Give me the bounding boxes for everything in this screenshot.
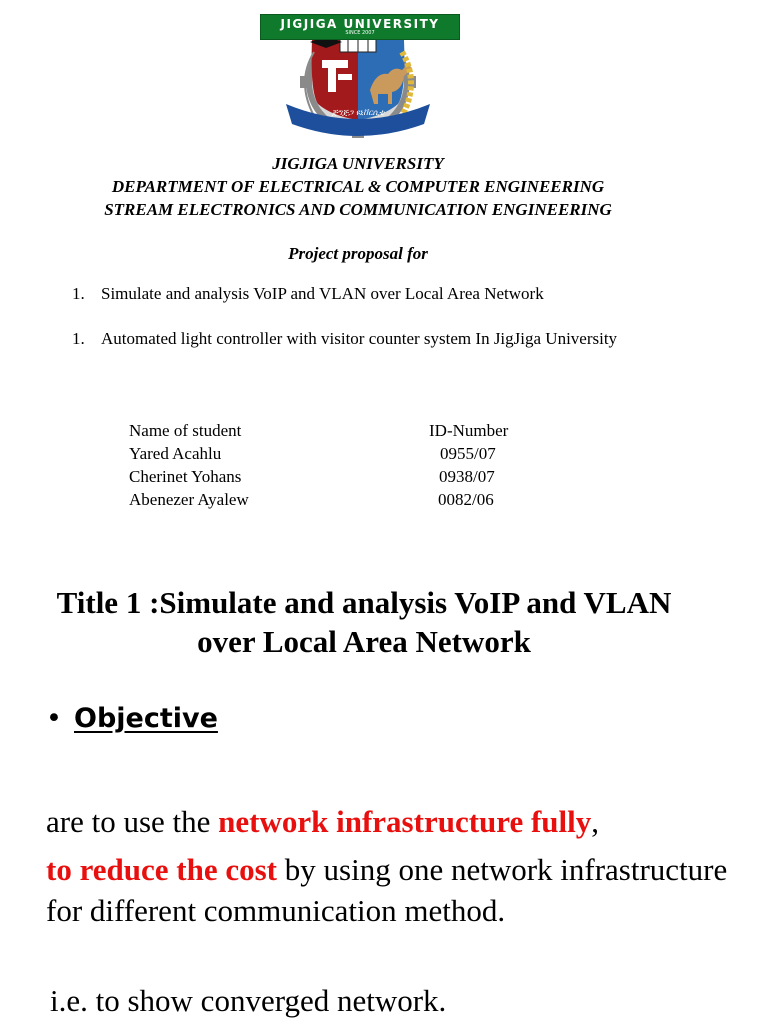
logo-ribbon-text: ጅግጅጋ ዩኒቨርሲቲ — [331, 108, 385, 117]
body-text: , — [591, 804, 600, 839]
student-id: 0938/07 — [439, 467, 495, 486]
logo-banner-subtext: SINCE 2007 — [345, 30, 375, 36]
highlight-text: network infrastructure fully — [218, 804, 592, 839]
project-title: Simulate and analysis VoIP and VLAN over Local Area Network — [101, 284, 544, 303]
student-name: Yared Acahlu — [129, 444, 222, 463]
project-item — [72, 329, 617, 349]
department-heading: DEPARTMENT OF ELECTRICAL & COMPUTER ENGINEERING — [111, 177, 605, 196]
student-id-column — [429, 419, 508, 511]
objective-paragraph — [46, 849, 746, 931]
student-id: 0955/07 — [440, 444, 496, 463]
student-name-column — [129, 419, 249, 511]
stream-heading: STREAM ELECTRONICS AND COMMUNICATION ENGINEERING — [104, 200, 612, 219]
section-title-line: over Local Area Network — [197, 624, 531, 659]
project-item — [72, 284, 544, 304]
section-title-line: Title 1 :Simulate and analysis VoIP and VLAN — [56, 585, 672, 620]
name-column-header: Name of student — [129, 421, 242, 440]
logo-banner-text: JIGJIGA UNIVERSITY — [280, 17, 440, 31]
bullet-icon: • — [46, 703, 62, 734]
objective-heading — [46, 703, 218, 734]
student-id: 0082/06 — [438, 490, 494, 509]
student-name: Abenezer Ayalew — [129, 490, 249, 509]
proposal-label: Project proposal for — [288, 244, 428, 263]
objective-label: Objective — [74, 703, 218, 734]
project-number: 1. — [72, 329, 85, 348]
logo-banner — [260, 14, 460, 40]
university-heading: JIGJIGA UNIVERSITY — [272, 154, 444, 173]
body-text: are to use the — [46, 804, 219, 839]
project-title: Automated light controller with visitor counter system In JigJiga University — [101, 329, 618, 348]
student-name: Cherinet Yohans — [129, 467, 242, 486]
body-text: by using one network infrastructure for different communication method. — [46, 852, 728, 928]
objective-line-1 — [46, 801, 746, 842]
id-column-header: ID-Number — [429, 421, 509, 440]
university-logo — [252, 12, 464, 142]
objective-ie-line: i.e. to show converged network. — [50, 983, 447, 1018]
section-title — [0, 583, 728, 661]
project-number: 1. — [72, 284, 85, 303]
highlight-text: to reduce the cost — [46, 852, 278, 887]
